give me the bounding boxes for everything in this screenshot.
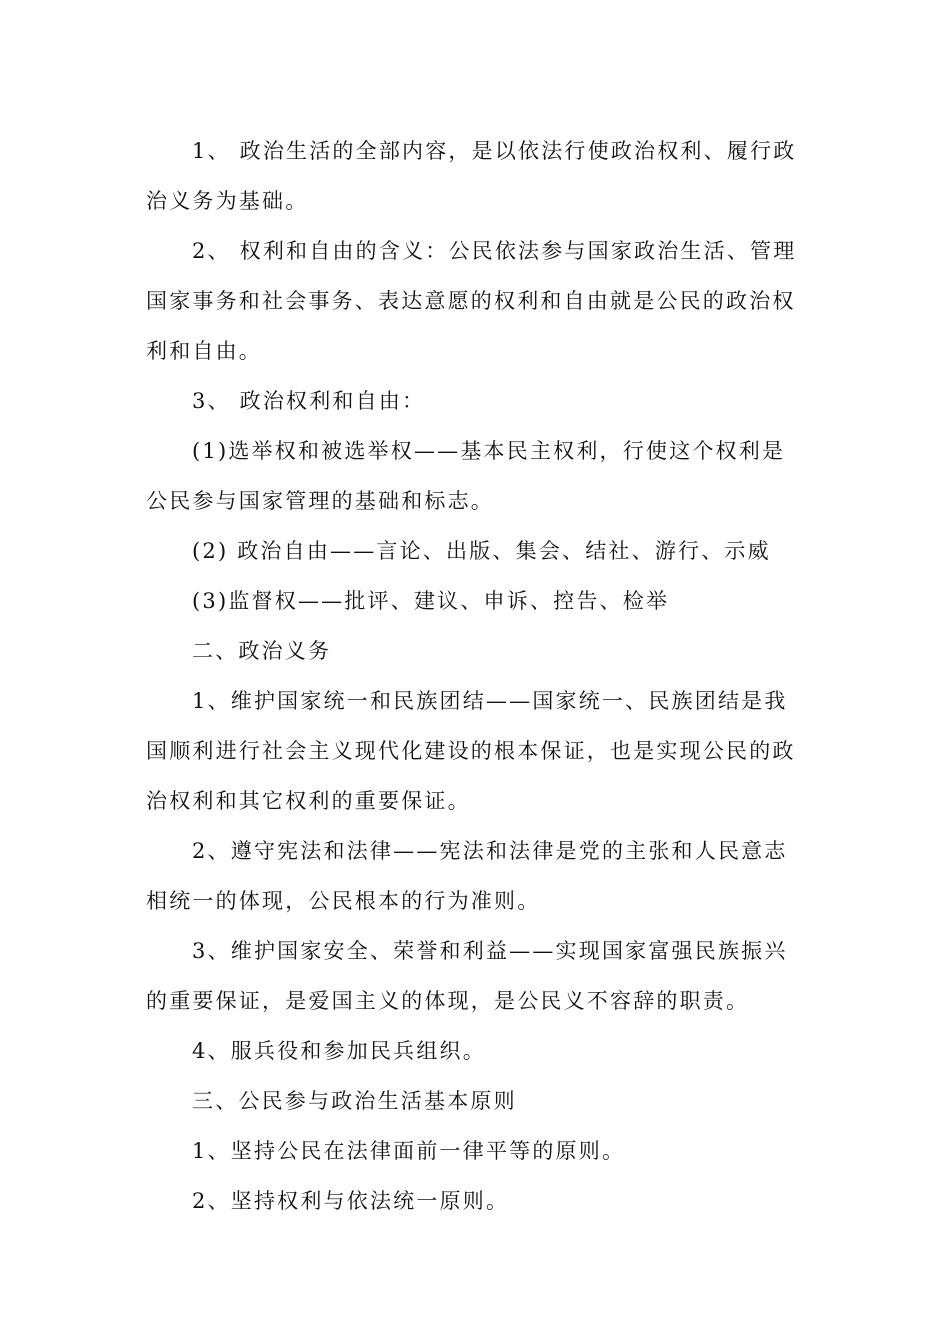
paragraph-national-security: 3、维护国家安全、荣誉和利益——实现国家富强民族振兴的重要保证，是爱国主义的体现，是公民义不容辞的职责。 xyxy=(146,939,788,1013)
section-heading-principles: 三、公民参与政治生活基本原则 xyxy=(192,1089,517,1113)
paragraph-rights-definition: 2、 权利和自由的含义：公民依法参与国家政治生活、管理国家事务和社会事务、表达意愿的权利和自由就是公民的政治权利和自由。 xyxy=(146,239,797,363)
paragraph-rights-heading: 3、 政治权利和自由： xyxy=(192,389,426,413)
paragraph-equality-principle: 1、坚持公民在法律面前一律平等的原则。 xyxy=(192,1139,626,1163)
paragraph-political-life-basis: 1、 政治生活的全部内容，是以依法行使政治权利、履行政治义务为基础。 xyxy=(146,139,797,213)
document-body xyxy=(146,126,808,1226)
paragraph-election-rights: (1)选举权和被选举权——基本民主权利，行使这个权利是公民参与国家管理的基础和标志。 xyxy=(146,439,786,513)
paragraph-supervision-rights: (3)监督权——批评、建议、申诉、控告、检举 xyxy=(192,589,670,613)
paragraph-political-freedom: (2) 政治自由——言论、出版、集会、结社、游行、示威 xyxy=(192,539,771,563)
paragraph-military-service: 4、服兵役和参加民兵组织。 xyxy=(192,1039,486,1063)
paragraph-rights-law-principle: 2、坚持权利与依法统一原则。 xyxy=(192,1189,510,1213)
section-heading-obligations: 二、政治义务 xyxy=(192,639,332,663)
paragraph-constitution: 2、遵守宪法和法律——宪法和法律是党的主张和人民意志相统一的体现，公民根本的行为准则。 xyxy=(146,839,788,913)
paragraph-unity: 1、维护国家统一和民族团结——国家统一、民族团结是我国顺利进行社会主义现代化建设的根本保证，也是实现公民的政治权利和其它权利的重要保证。 xyxy=(146,689,796,813)
